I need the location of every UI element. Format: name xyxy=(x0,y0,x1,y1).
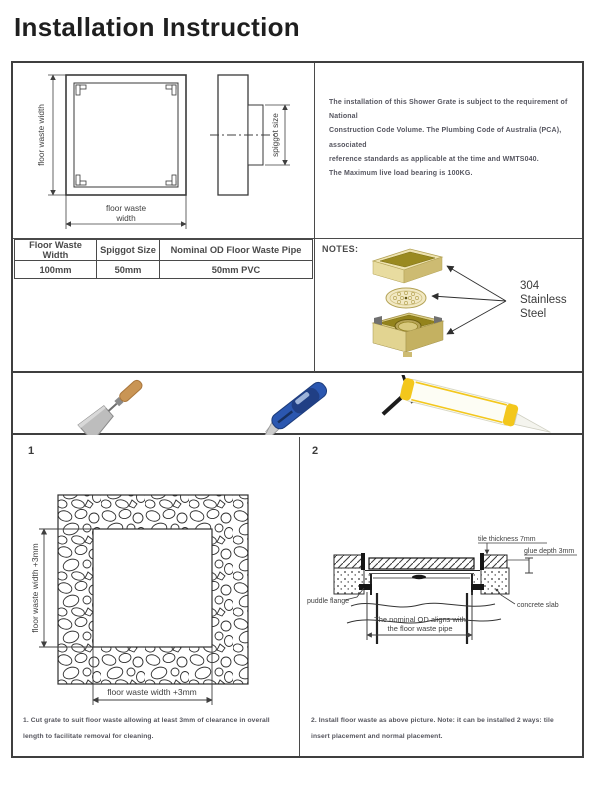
table-header-row xyxy=(15,240,313,261)
strainer-disc xyxy=(386,288,426,308)
label-glue-depth: glue depth 3mm xyxy=(524,548,575,555)
dim-floor-waste-width-bottom2: width xyxy=(116,213,136,223)
dim-floor-waste-width-left: floor waste width xyxy=(36,104,46,166)
value-nominal-od: 50mm PVC xyxy=(160,261,313,279)
table-value-row xyxy=(15,261,313,279)
label-nominal-od-1: The nominal OD aligns with xyxy=(374,615,466,624)
step1-dim-horizontal: floor waste width +3mm xyxy=(107,687,197,697)
sheet-border xyxy=(11,61,584,758)
plan-view xyxy=(36,75,186,229)
side-view xyxy=(210,75,290,195)
step2-cell xyxy=(301,437,582,756)
header-nominal-od: Nominal OD Floor Waste Pipe xyxy=(160,240,313,261)
value-floor-waste-width: 100mm xyxy=(15,261,97,279)
intro-cell xyxy=(315,63,582,239)
dim-floor-waste-width-bottom1: floor waste xyxy=(105,203,147,213)
header-floor-waste-width: Floor Waste Width xyxy=(15,240,97,261)
intro-line: reference standards as applicable at the time and WMTS040. xyxy=(329,155,539,163)
spec-table xyxy=(14,239,313,279)
utility-knife-icon xyxy=(257,380,329,435)
intro-line: The installation of this Shower Grate is subject to the requirement of National xyxy=(329,99,568,121)
material-line: 304 xyxy=(520,280,540,292)
tools-cell xyxy=(13,375,582,435)
spec-drawing-cell xyxy=(13,63,315,239)
step1-instruction: 1. Cut grate to suit floor waste allowing at least 3mm of clearance in overall length to facilitate removal for cleaning. xyxy=(23,717,270,740)
step1-number: 1 xyxy=(28,445,35,457)
step1-dim-vertical: floor waste width +3mm xyxy=(30,543,40,633)
step1-diagram xyxy=(13,437,300,756)
tile-insert-tray xyxy=(373,249,442,283)
step1-cell xyxy=(13,437,300,756)
intro-paragraph xyxy=(315,63,582,181)
page-title: Installation Instruction xyxy=(14,12,300,42)
header-spiggot-size: Spiggot Size xyxy=(97,240,160,261)
step2-number: 2 xyxy=(312,445,319,457)
dim-spiggot-size: spiggot size xyxy=(270,113,280,157)
label-puddle-flange: puddle flange xyxy=(307,598,350,605)
intro-line: Construction Code Volume. The Plumbing Code of Australia (PCA), associated xyxy=(329,127,562,149)
material-line: Steel xyxy=(520,308,547,320)
intro-line: The Maximum live load bearing is 100KG. xyxy=(329,170,473,178)
material-callout xyxy=(520,279,567,321)
value-spiggot-size: 50mm xyxy=(97,261,160,279)
floor-waste-drawing xyxy=(13,63,315,239)
trowel-icon xyxy=(78,375,148,435)
required-tools xyxy=(13,375,582,435)
label-tile-thickness: tile thickness 7mm xyxy=(478,536,536,543)
notes-cell xyxy=(315,239,582,373)
notes-label: NOTES: xyxy=(322,244,359,254)
step2-diagram xyxy=(301,437,582,756)
label-nominal-od-2: the floor waste pipe xyxy=(387,624,453,633)
step2-instruction: 2. Install floor waste as above picture. Note: it can be installed 2 ways: tile insert placement and normal placement. xyxy=(311,717,554,740)
material-line: Stainless xyxy=(520,294,567,306)
label-concrete-slab: concrete slab xyxy=(517,602,559,609)
caulking-gun-icon xyxy=(379,375,557,435)
drain-housing xyxy=(373,313,443,357)
spec-table-cell xyxy=(13,239,315,373)
